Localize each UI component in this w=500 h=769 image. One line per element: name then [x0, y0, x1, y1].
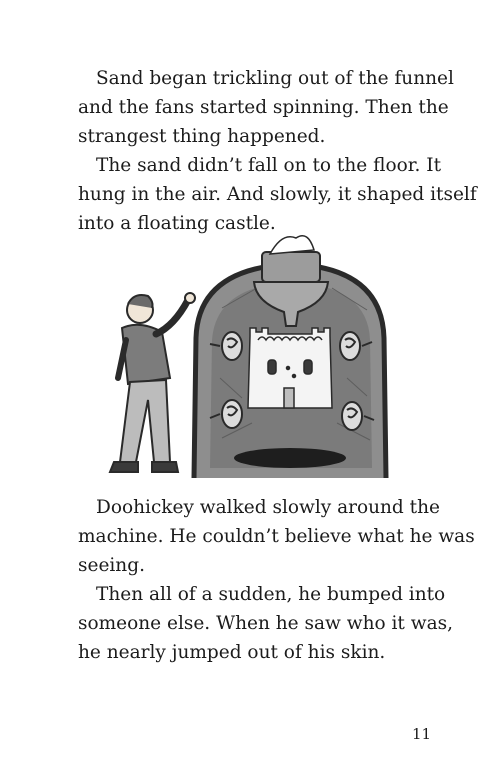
page-number: 11: [412, 725, 432, 743]
funnel-top: [262, 252, 320, 282]
boy-doohickey: [110, 293, 195, 472]
story-text-top: [78, 64, 478, 238]
paragraph-1: Sand began trickling out of the funnel and the fans started spinning. Then the strangest thing happened.: [78, 68, 454, 147]
paragraph-3: Doohickey walked slowly around the machine. He couldn’t believe what he was seeing.: [78, 497, 475, 576]
story-text-bottom: [78, 493, 478, 667]
illustration-sand-castle-machine: [82, 228, 392, 490]
floating-castle: [248, 328, 332, 408]
paragraph-2: The sand didn’t fall on to the floor. It hung in the air. And slowly, it shaped itself into a floating castle.: [78, 155, 477, 234]
floor-shadow: [234, 448, 346, 468]
paragraph-4: Then all of a sudden, he bumped into someone else. When he saw who it was, he nearly jumped out of his skin.: [78, 584, 453, 663]
